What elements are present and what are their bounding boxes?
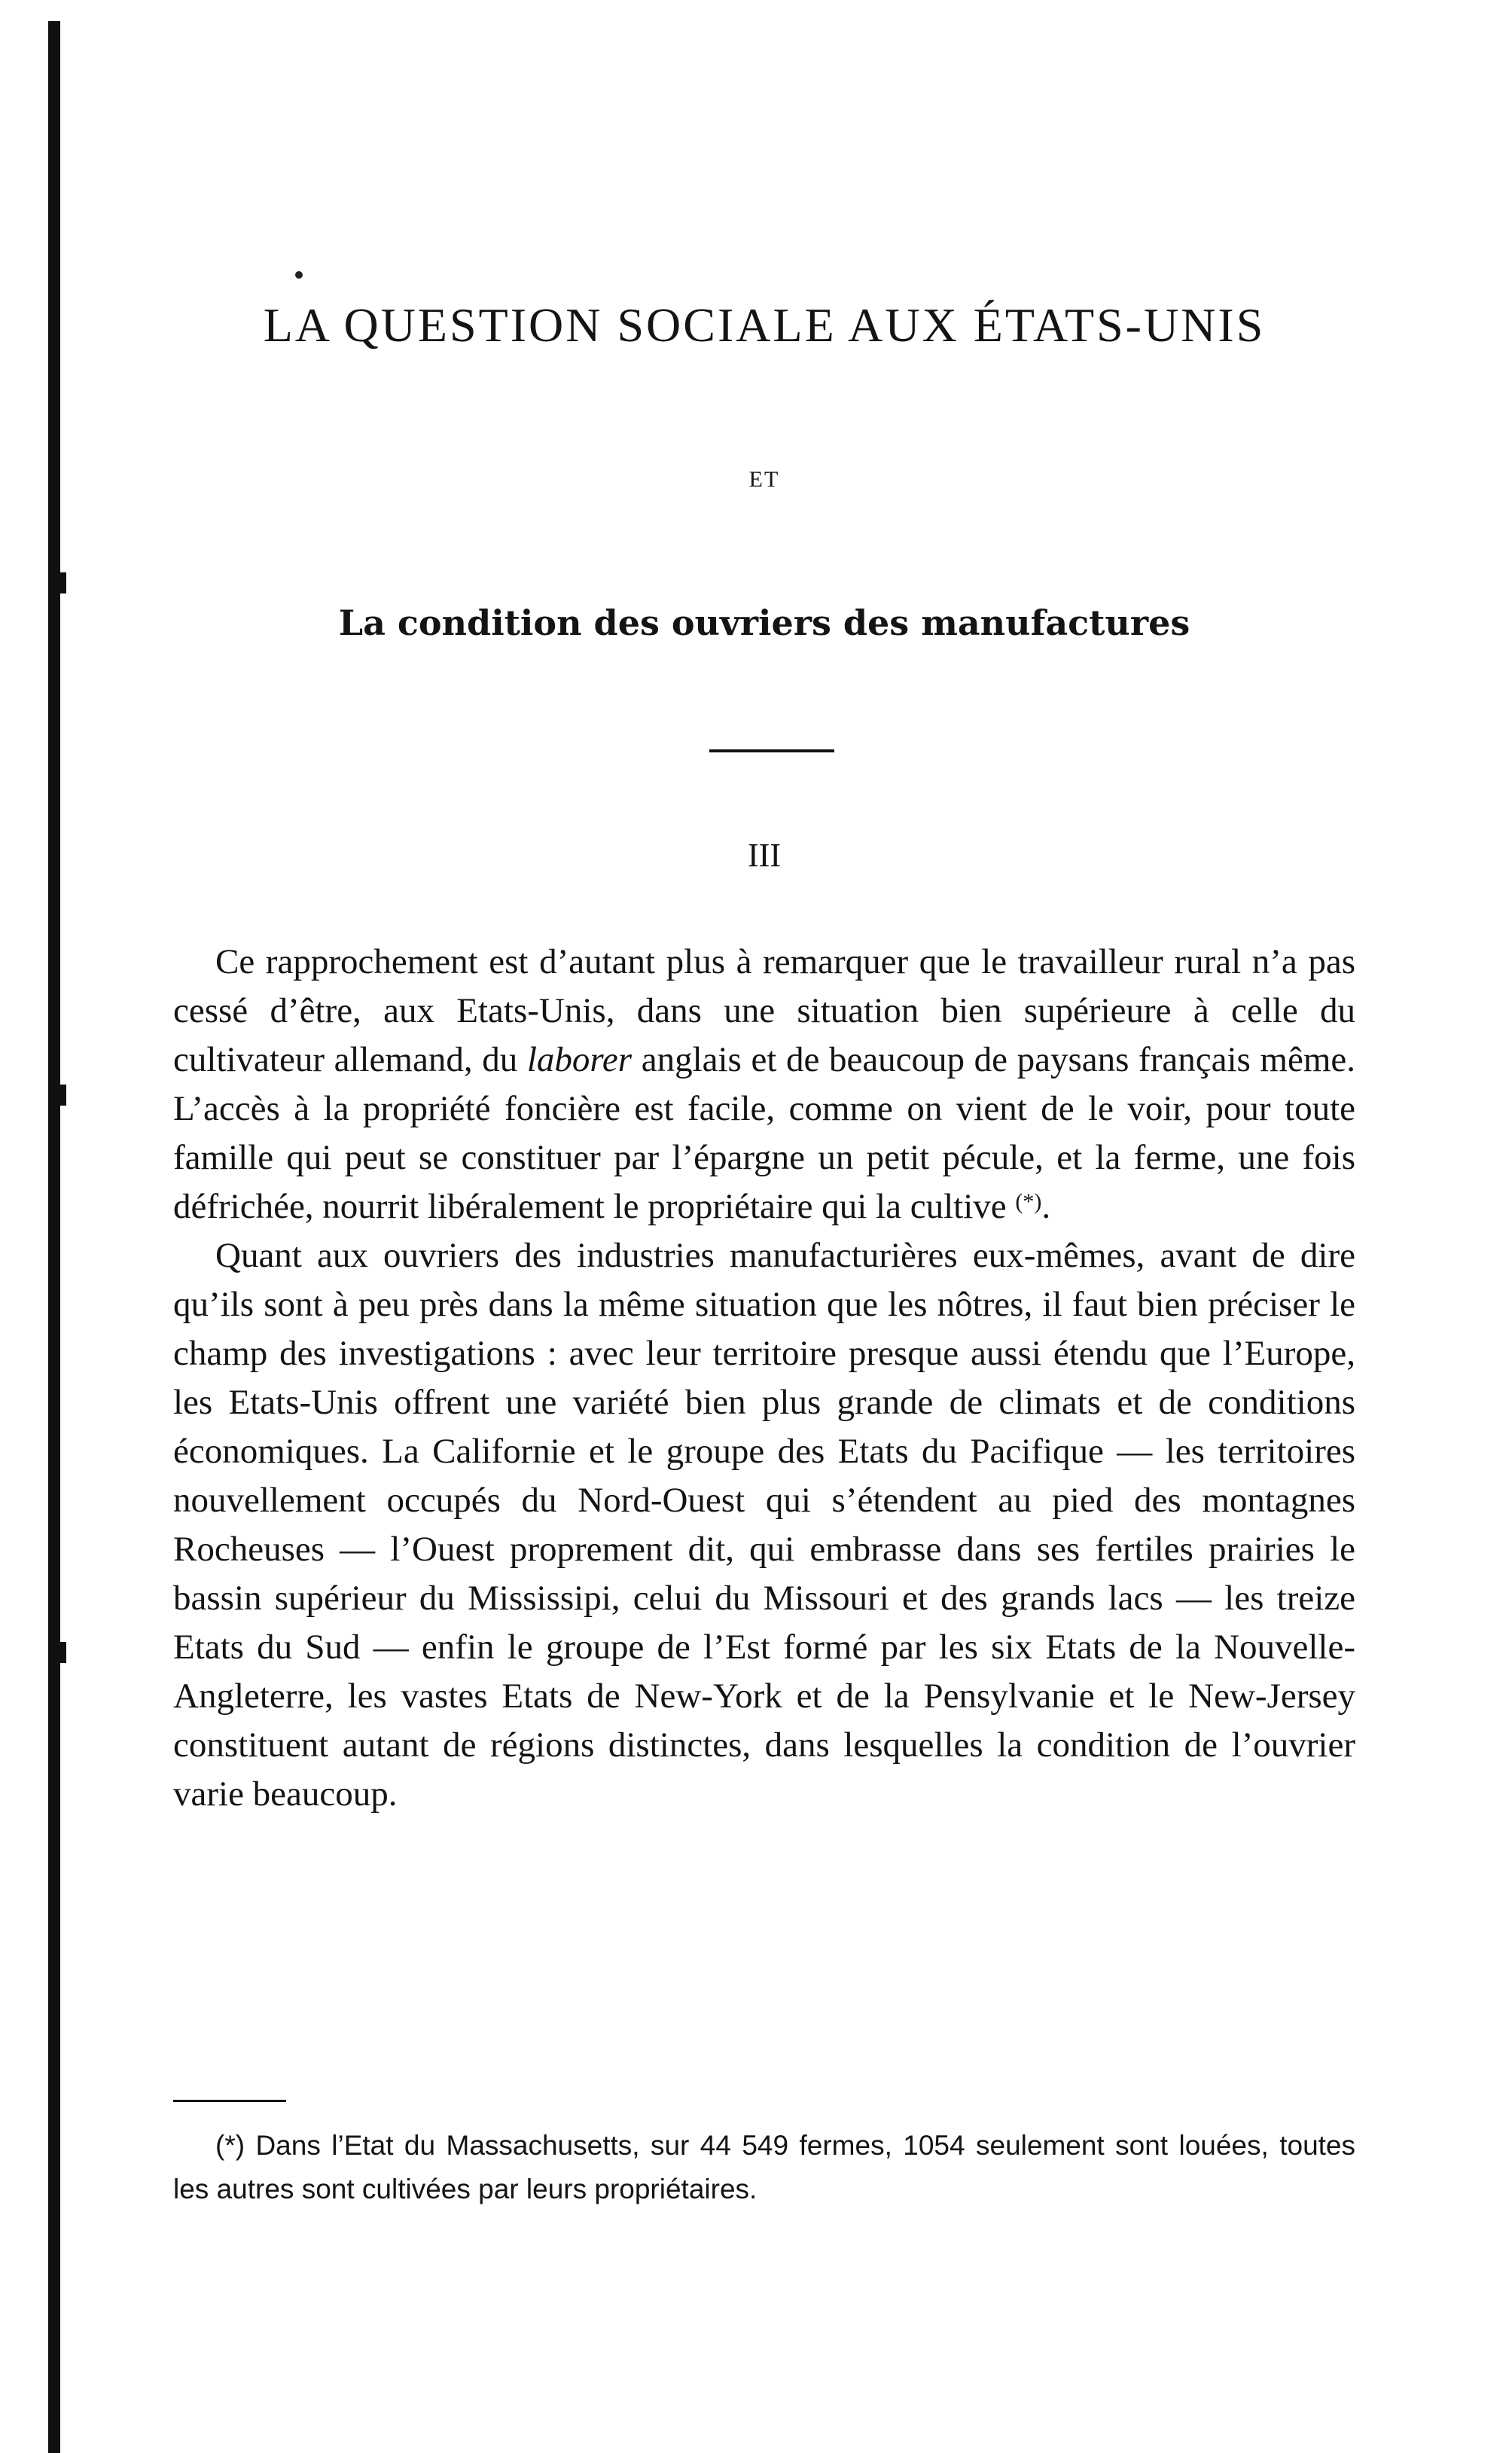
title-conjunction: ET xyxy=(748,467,780,492)
page-content xyxy=(173,0,1355,2453)
title-divider xyxy=(709,749,834,752)
paragraph-1-text-b: anglais et de beaucoup de paysans français même. L’accès à la propriété foncière est facile, comme on vient de le voir, pour toute famille qui peut se constituer par l’épargne un petit pécule, et la ferme, une fois défrichée, nourrit libéralement le propriétaire qui la cultive xyxy=(173,1040,1355,1226)
page-subtitle: La condition des ouvriers des manufactures xyxy=(338,603,1190,643)
binding-notch xyxy=(59,1085,66,1106)
page-binding-edge xyxy=(48,21,60,2453)
binding-notch xyxy=(59,572,66,593)
paragraph-1 xyxy=(173,938,1355,1231)
binding-notch xyxy=(59,1642,66,1663)
page-title: LA QUESTION SOCIALE AUX ÉTATS-UNIS xyxy=(263,298,1266,352)
paragraph-1-italic-word: laborer xyxy=(526,1040,633,1079)
footnote-divider xyxy=(173,2100,286,2102)
footnote-reference[interactable]: (*) xyxy=(1015,1189,1042,1214)
paragraph-1-text-a: Ce rapprochement est d’autant plus à remarquer que le travailleur rural n’a pas cessé d’être, aux Etats-Unis, dans une situation bien supérieure à celle du cultivateur allemand, du xyxy=(173,942,1355,1079)
footnote: (*) Dans l’Etat du Massachusetts, sur 44 549 fermes, 1054 seulement sont louées, toutes les autres sont cultivées par leurs propriétaires. xyxy=(173,2130,1355,2204)
paragraph-1-end: . xyxy=(1041,1187,1051,1226)
paragraph-2: Quant aux ouvriers des industries manufacturières eux-mêmes, avant de dire qu’ils sont à peu près dans la même situation que les nôtres, il faut bien préciser le champ des investigations : avec leur territoire presque aussi étendu que l’Europe, les Etats-Unis offrent une variété bien plus grande de climats et de conditions économiques. La Californie et le groupe des Etats du Pacifique — les territoires nouvellement occupés du Nord-Ouest qui s’étendent au pied des montagnes Rocheuses — l’Ouest proprement dit, qui embrasse dans ses fertiles prairies le bassin supérieur du Mississipi, celui du Missouri et des grands lacs — les treize Etats du Sud — enfin le groupe de l’Est formé par les six Etats de la Nouvelle-Angleterre, les vastes Etats de New-York et de la Pensylvanie et le New-Jersey constituent autant de régions distinctes, dans lesquelles la condition de l’ouvrier varie beaucoup. xyxy=(173,1236,1355,1814)
section-number: III xyxy=(748,837,781,874)
body-text xyxy=(173,938,1355,1819)
